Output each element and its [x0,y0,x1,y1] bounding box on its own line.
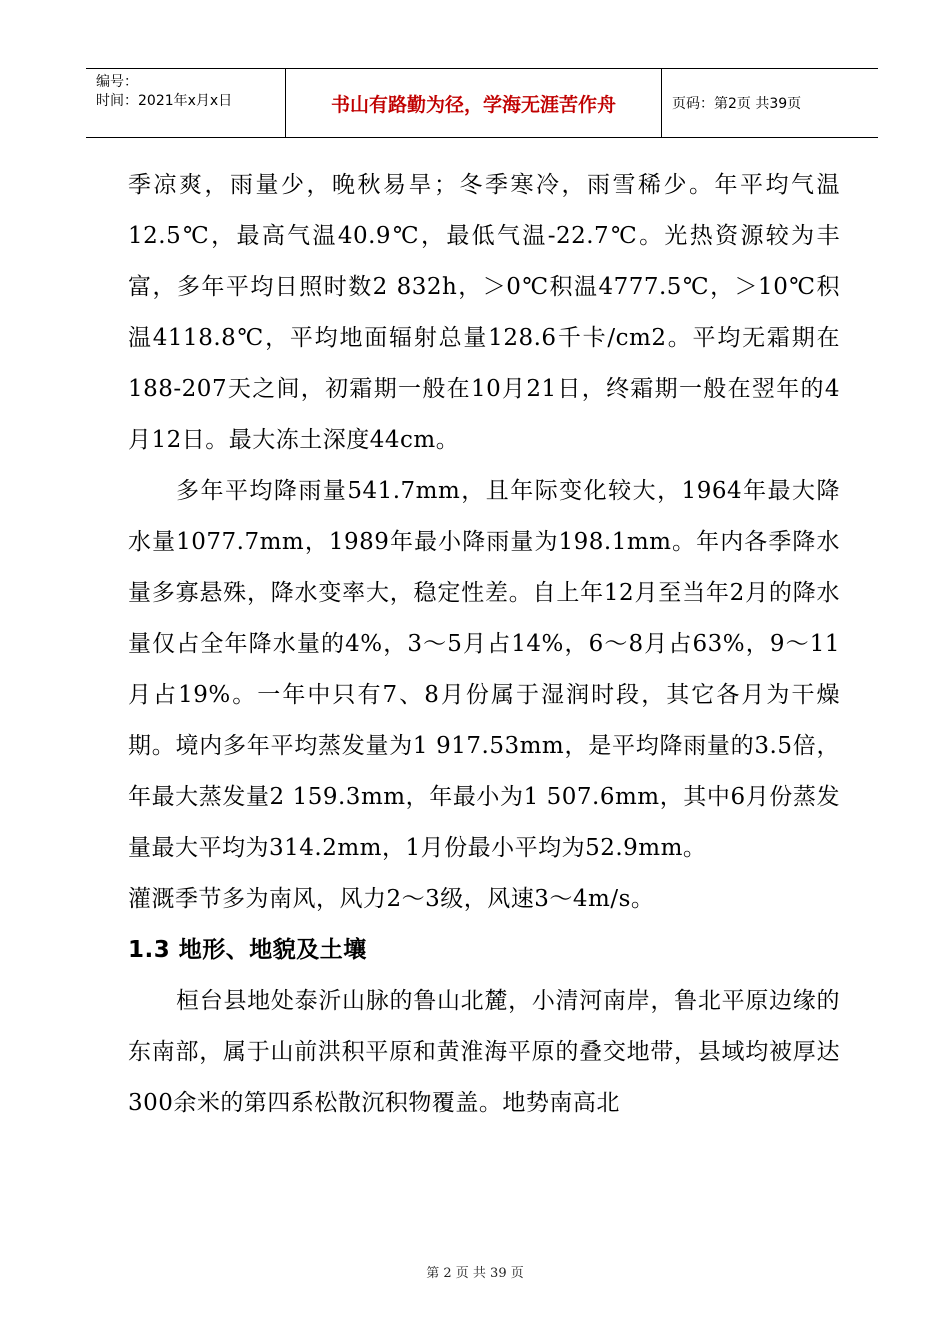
header-meta [86,69,286,137]
paragraph-wind: 灌溉季节多为南风，风力2～3级，风速3～4m/s。 [128,886,655,912]
document-number-label: 编号： [96,74,138,90]
section-heading: 1.3 地形、地貌及土壤 [128,937,367,963]
paragraph-precipitation: 多年平均降雨量541.7mm，且年际变化较大，1964年最大降水量1077.7mm，1989年最小降雨量为198.1mm。年内各季降水量多寡悬殊，降水变率大，稳定性差。自上年12月至当年2月的降水量仅占全年降水量的4%，3～5月占14%，6～8月占63%，9～11月占19%。一年中只有7、8月份属于湿润时段，其它各月为干燥期。境内多年平均蒸发量为1 917.53mm，是平均降雨量的3.5倍，年最大蒸发量2 159.3mm，年最小为1 507.6mm，其中6月份蒸发量最大平均为314.2mm，1月份最小平均为52.9mm。 [128,478,840,861]
page-header [86,68,878,138]
page-footer: 第 2 页 共 39 页 [426,1266,524,1281]
paragraph-terrain: 桓台县地处泰沂山脉的鲁山北麓，小清河南岸，鲁北平原边缘的东南部，属于山前洪积平原和黄淮海平原的叠交地带，县域均被厚达300余米的第四系松散沉积物覆盖。地势南高北 [128,988,840,1116]
header-motto: 书山有路勤为径，学海无涯苦作舟 [286,69,662,137]
document-body [128,160,840,1129]
document-time-label: 时间：2021年x月x日 [96,93,233,109]
paragraph-climate: 季凉爽，雨量少，晚秋易旱；冬季寒冷，雨雪稀少。年平均气温12.5℃，最高气温40.9℃，最低气温-22.7℃。光热资源较为丰富，多年平均日照时数2 832h，＞0℃积温4777.5℃，＞10℃积温4118.8℃，平均地面辐射总量128.6千卡/cm2。平均无霜期在188-207天之间，初霜期一般在10月21日，终霜期一般在翌年的4月12日。最大冻土深度44cm。 [128,172,840,453]
header-page-label: 页码：第2页 共39页 [672,96,802,112]
